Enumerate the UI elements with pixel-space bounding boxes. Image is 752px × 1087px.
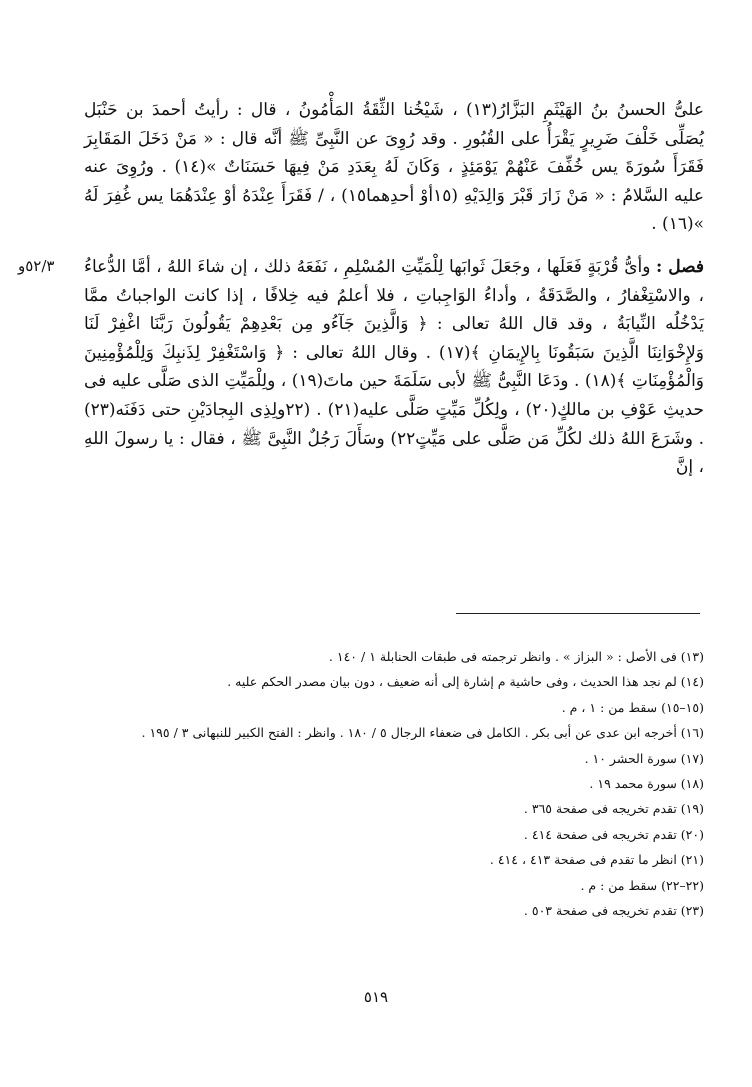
section-heading: فصل : bbox=[655, 256, 704, 277]
footnote-item: (١٦) أخرجه ابن عدى عن أبى بكر . الكامل فى ضعفاء الرجال ٥ / ١٨٠ . وانظر : الفتح الكبير للنبهانى ٣ / ١٩٥ . bbox=[141, 725, 704, 741]
footnotes-list bbox=[84, 644, 704, 923]
footnote-item: (٢١) انظر ما تقدم فى صفحة ٤١٣ ، ٤١٤ . bbox=[489, 852, 704, 868]
footnote-item: (٢٣) تقدم تخريجه فى صفحة ٥٠٣ . bbox=[523, 903, 704, 919]
footnote-item: (١٩) تقدم تخريجه فى صفحة ٣٦٥ . bbox=[523, 801, 704, 817]
footnote-item: (٢٢–٢٢) سقط من : م . bbox=[580, 877, 704, 893]
footnote-separator bbox=[456, 613, 700, 614]
paragraph-hadith: علىُّ الحسنُ بنُ الهَيْثَمِ البَزَّارُ(١٣) ، شَيْخُنا الثِّقَةُ المَأْمُونُ ، قال : رأيتُ أحمدَ بن حَنْبَل يُصَلِّى خَلْفَ ضَرِيرٍ يَقْرَأُ على القُبُورِ . وقد رُوِىَ عن النَّبِىِّ ﷺ أنَّه قال : « مَنْ دَخَلَ المَقَابِرَ فَقَرَأَ سُورَةَ يس خُفِّفَ عَنْهُمْ يَوْمَئِذٍ ، وَكَانَ لَهُ بِعَدَدِ مَنْ فِيهَا حَسَنَاتٌ »(١٤) . ورُوِىَ عنه عليه السَّلامُ : « مَنْ زَارَ قَبْرَ وَالِدَيْهِ (١٥أوْ أحدِهما١٥) ، / فَقَرَأَ عِنْدَهُ أوْ عِنْدَهُمَا يس غُفِرَ لَهُ »(١٦) . bbox=[84, 100, 704, 235]
footnote-item: (١٤) لم نجد هذا الحديث ، وفى حاشية م إشارة إلى أنه ضعيف ، دون بيان مصدر الحكم عليه . bbox=[227, 674, 704, 690]
page-number: ٥١٩ bbox=[363, 988, 389, 1006]
paragraph-fasl bbox=[84, 253, 704, 482]
main-text bbox=[84, 96, 704, 482]
footnote-item: (١٨) سورة محمد ١٩ . bbox=[589, 776, 704, 792]
margin-folio-reference: ٥٢/٣و bbox=[18, 257, 55, 275]
footnote-item: (١٣) فى الأصل : « البزاز » . وانظر ترجمته فى طبقات الحنابلة ١ / ١٤٠ . bbox=[328, 649, 704, 664]
paragraph-fasl-text: وأىُّ قُرْبَةٍ فَعَلَها ، وجَعَلَ ثَوابَها لِلْمَيِّتِ المُسْلِمِ ، نَفَعَهُ ذلك ، إن شاءَ اللهُ ، أمَّا الدُّعاءُ ، والاسْتِغْفارُ ، والصَّدَقَةُ ، وأداءُ الوَاجِباتِ ، فلا أعلمُ فيه خِلافًا ، إذا كانت الواجباتُ ممَّا يَدْخُلُه النِّيابَةُ ، وقد قال اللهُ تعالى : ﴿ وَالَّذِينَ جَآءُو مِن بَعْدِهِمْ يَقُولُونَ رَبَّنَا اغْفِرْ لَنَا وَلإِخْوَانِنَا الَّذِينَ سَبَقُونَا بِالإِيمَانِ ﴾(١٧) . وقال اللهُ تعالى : ﴿ وَاسْتَغْفِرْ لِذَنبِكَ وَلِلْمُؤْمِنِينَ وَالْمُؤْمِنَاتِ ﴾(١٨) . ودَعَا النَّبِىُّ ﷺ لأبى سَلَمَةَ حين ماتَ(١٩) ، ولِلْمَيِّتِ الذى صَلَّى عليه فى حديثِ عَوْفِ بن مالكٍ(٢٠) ، ولِكُلِّ مَيِّتٍ صَلَّى عليه(٢١) . (٢٢ولِذِى البِجادَيْنِ حتى دَفَنَه(٢٣) . وشَرَعَ اللهُ ذلك لكُلِّ مَن صَلَّى على مَيِّتٍ٢٢) وسَأَلَ رَجُلٌ النَّبِىَّ ﷺ ، فقال : يا رسولَ اللهِ ، إنَّ bbox=[84, 256, 705, 478]
footnote-item: (١٥–١٥) سقط من : ١ ، م . bbox=[561, 699, 704, 715]
footnote-item: (٢٠) تقدم تخريجه فى صفحة ٤١٤ . bbox=[523, 826, 704, 842]
footnote-item: (١٧) سورة الحشر ١٠ . bbox=[584, 750, 704, 766]
